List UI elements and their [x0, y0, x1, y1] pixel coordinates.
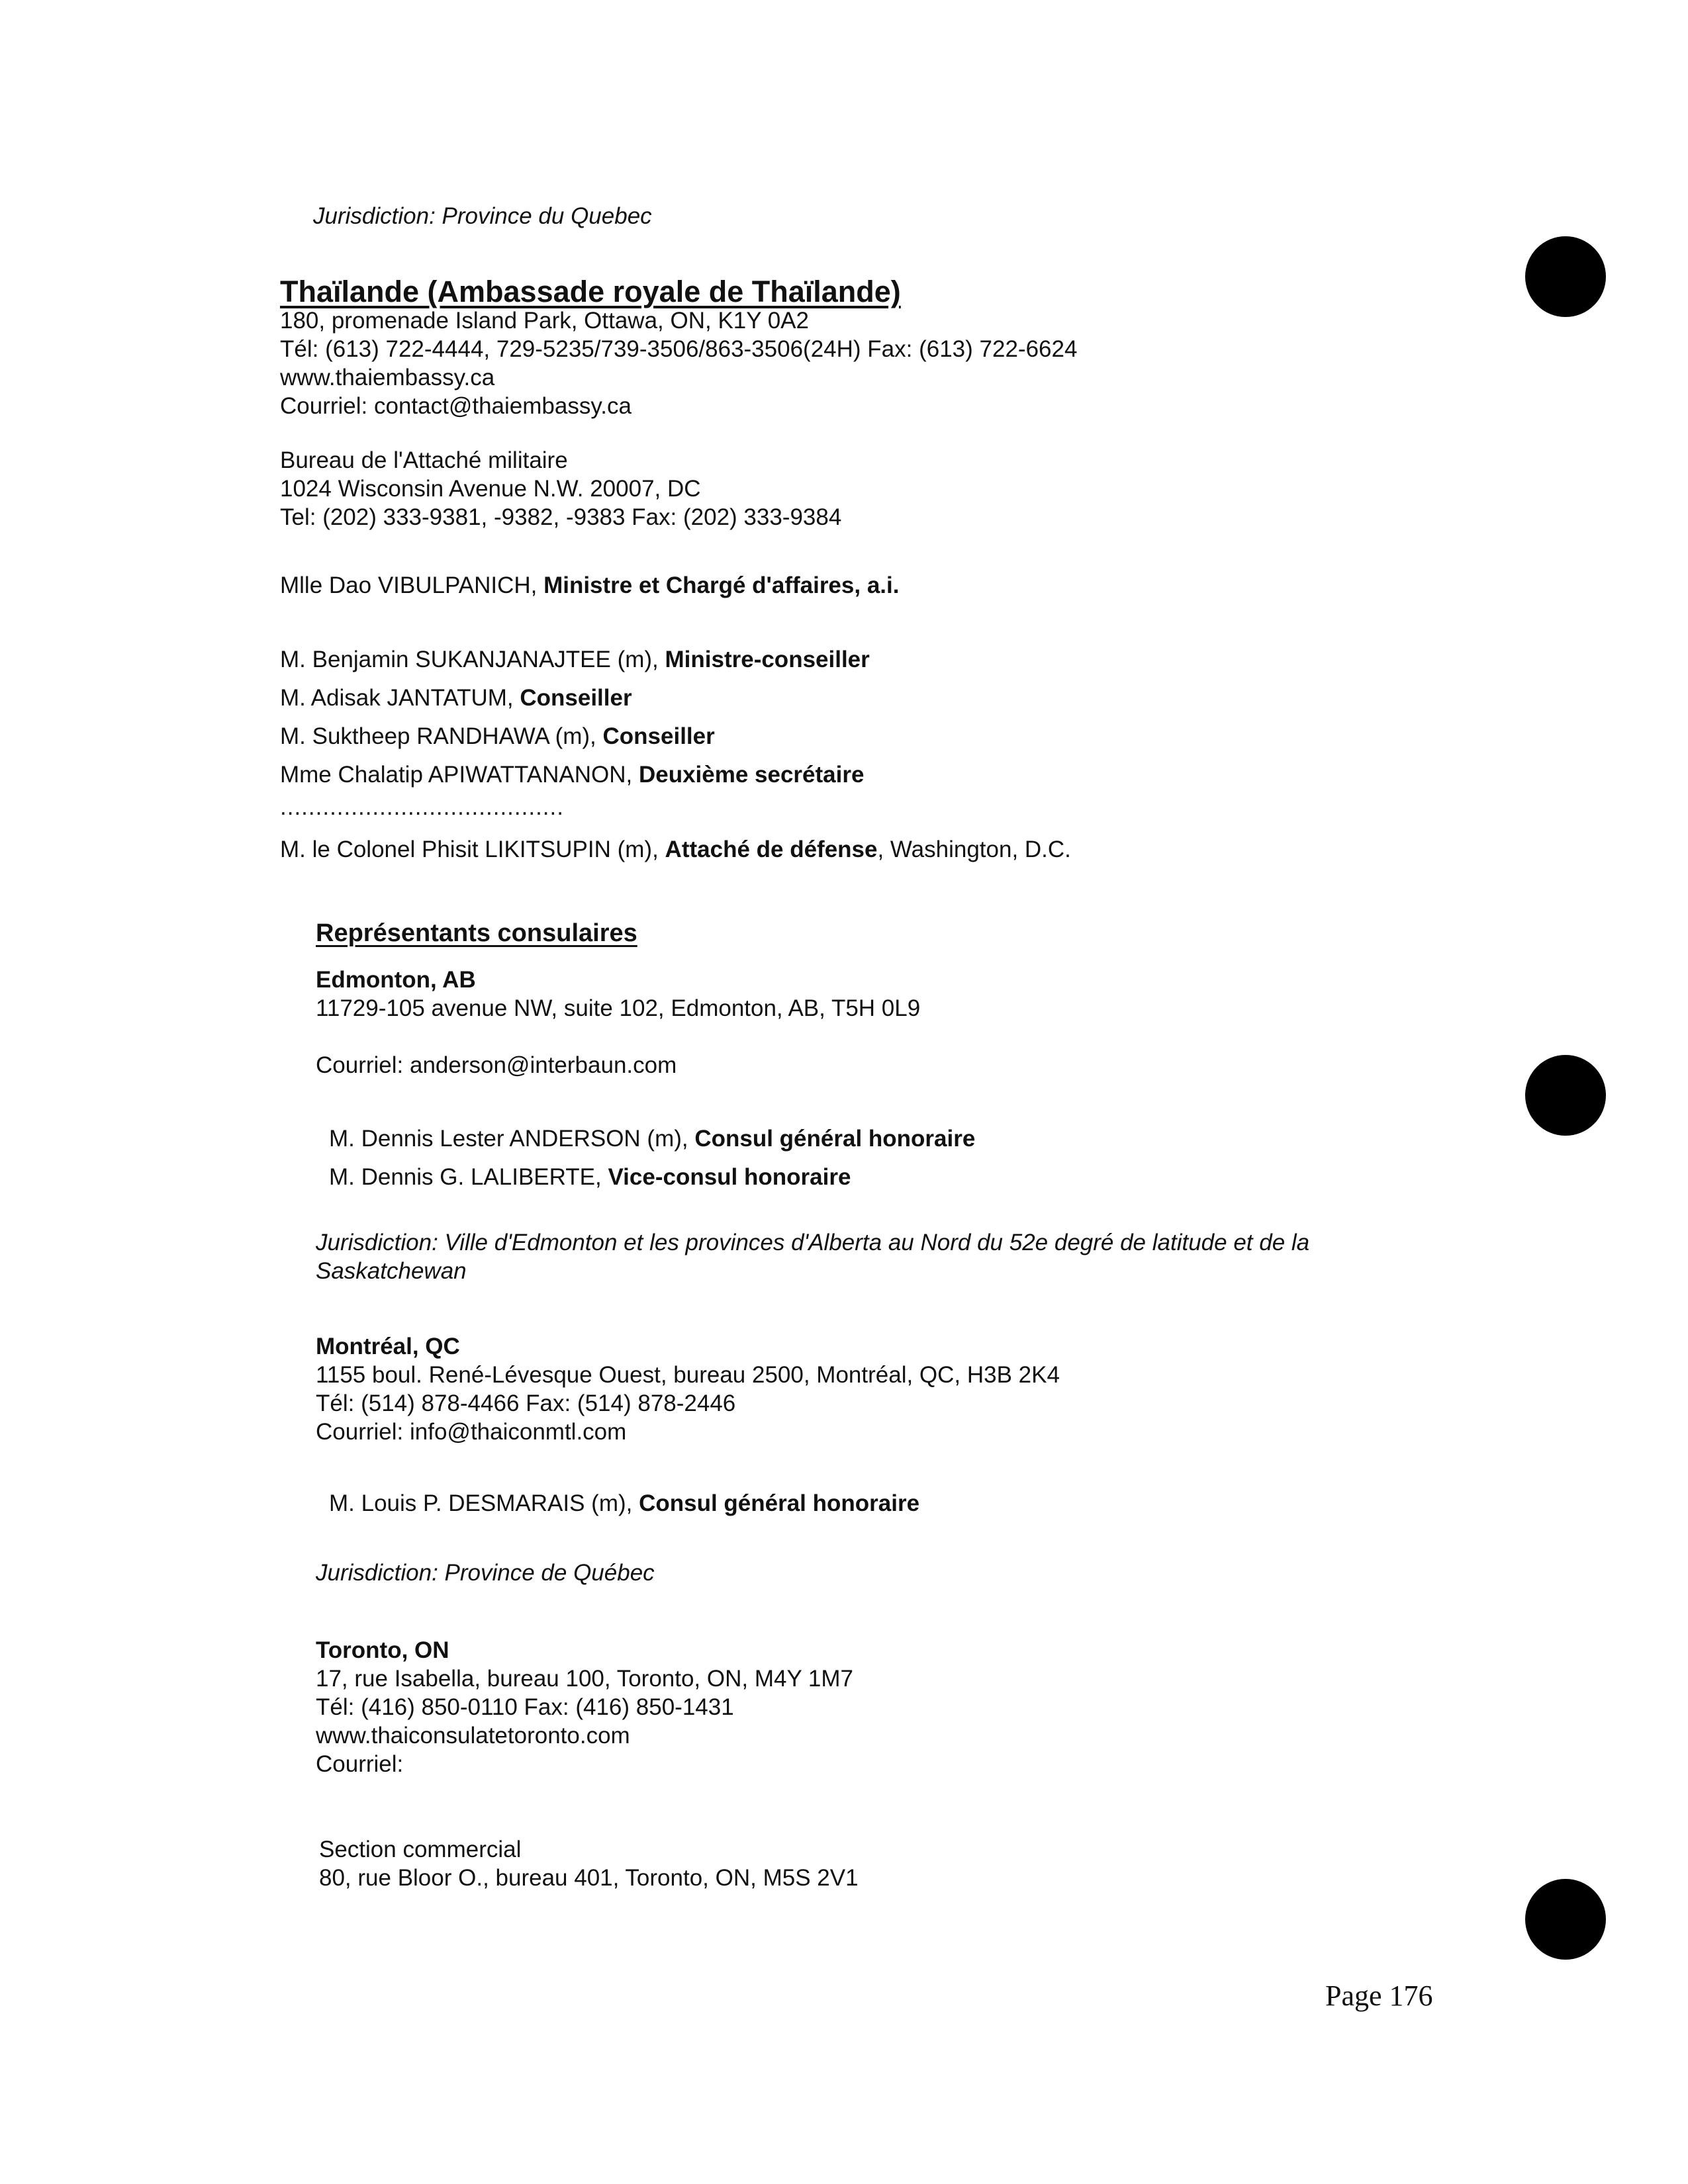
embassy-address: 180, promenade Island Park, Ottawa, ON, K1Y 0A2	[280, 308, 809, 334]
binder-hole-bottom	[1525, 1879, 1606, 1960]
toronto-address: 17, rue Isabella, bureau 100, Toronto, ON, M4Y 1M7	[316, 1666, 853, 1692]
staff-row	[280, 645, 870, 674]
embassy-title: Thaïlande (Ambassade royale de Thaïlande)	[280, 275, 901, 308]
official-title: Consul général honoraire	[694, 1126, 976, 1152]
page-number: Page 176	[1325, 1979, 1433, 2012]
edmonton-address: 11729-105 avenue NW, suite 102, Edmonton, AB, T5H 0L9	[316, 995, 921, 1021]
montreal-official	[329, 1489, 919, 1518]
edmonton-official	[329, 1124, 975, 1153]
edmonton-block	[316, 966, 920, 1023]
commercial-block	[319, 1835, 859, 1892]
commercial-address: 80, rue Bloor O., bureau 401, Toronto, ON, M5S 2V1	[319, 1865, 859, 1891]
embassy-details	[280, 306, 1077, 420]
consular-heading: Représentants consulaires	[316, 919, 637, 947]
binder-hole-middle	[1525, 1055, 1606, 1136]
montreal-jurisdiction: Jurisdiction: Province de Québec	[316, 1560, 655, 1586]
attache-name: M. le Colonel Phisit LIKITSUPIN (m),	[280, 837, 665, 862]
edmonton-jurisdiction-line: Saskatchewan	[316, 1258, 467, 1284]
edmonton-city: Edmonton, AB	[316, 967, 476, 993]
military-office-phone: Tel: (202) 333-9381, -9382, -9383 Fax: (202) 333-9384	[280, 504, 842, 530]
attache-location: , Washington, D.C.	[877, 837, 1071, 862]
head-of-mission	[280, 571, 899, 600]
montreal-email: Courriel: info@thaiconmtl.com	[316, 1419, 627, 1445]
military-office	[280, 446, 841, 531]
edmonton-jurisdiction	[316, 1228, 1309, 1285]
edmonton-email: Courriel: anderson@interbaun.com	[316, 1052, 677, 1078]
binder-hole-top	[1525, 236, 1606, 317]
toronto-email: Courriel:	[316, 1751, 404, 1777]
official-title: Consul général honoraire	[639, 1490, 920, 1516]
defense-attache	[280, 835, 1071, 864]
embassy-phone: Tél: (613) 722-4444, 729-5235/739-3506/863-3506(24H) Fax: (613) 722-6624	[280, 336, 1078, 362]
head-title: Ministre et Chargé d'affaires, a.i.	[543, 572, 900, 598]
montreal-phone: Tél: (514) 878-4466 Fax: (514) 878-2446	[316, 1390, 736, 1416]
top-jurisdiction: Jurisdiction: Province du Quebec	[313, 203, 652, 229]
official-name: M. Dennis Lester ANDERSON (m),	[329, 1126, 695, 1152]
dotted-separator: ........................................	[280, 794, 564, 820]
head-name: Mlle Dao VIBULPANICH,	[280, 572, 544, 598]
commercial-name: Section commercial	[319, 1837, 522, 1862]
embassy-website: www.thaiembassy.ca	[280, 365, 495, 390]
staff-title: Ministre-conseiller	[665, 647, 870, 672]
staff-row	[280, 722, 715, 751]
official-title: Vice-consul honoraire	[608, 1164, 851, 1190]
edmonton-jurisdiction-line: Jurisdiction: Ville d'Edmonton et les provinces d'Alberta au Nord du 52e degré de latitude et de la	[316, 1230, 1310, 1255]
staff-name: Mme Chalatip APIWATTANANON,	[280, 762, 639, 788]
staff-name: M. Benjamin SUKANJANAJTEE (m),	[280, 647, 665, 672]
military-office-address: 1024 Wisconsin Avenue N.W. 20007, DC	[280, 476, 701, 502]
embassy-email: Courriel: contact@thaiembassy.ca	[280, 393, 632, 419]
official-name: M. Dennis G. LALIBERTE,	[329, 1164, 608, 1190]
attache-title: Attaché de défense	[665, 837, 878, 862]
montreal-address: 1155 boul. René-Lévesque Ouest, bureau 2500, Montréal, QC, H3B 2K4	[316, 1362, 1060, 1388]
staff-name: M. Adisak JANTATUM,	[280, 685, 520, 711]
edmonton-official	[329, 1163, 851, 1191]
montreal-city: Montréal, QC	[316, 1334, 460, 1359]
staff-row	[280, 684, 632, 712]
military-office-name: Bureau de l'Attaché militaire	[280, 447, 568, 473]
montreal-block	[316, 1332, 1060, 1446]
staff-title: Conseiller	[520, 685, 632, 711]
toronto-phone: Tél: (416) 850-0110 Fax: (416) 850-1431	[316, 1694, 734, 1720]
staff-row	[280, 760, 864, 789]
toronto-website: www.thaiconsulatetoronto.com	[316, 1723, 630, 1749]
official-name: M. Louis P. DESMARAIS (m),	[329, 1490, 639, 1516]
staff-name: M. Suktheep RANDHAWA (m),	[280, 723, 603, 749]
staff-title: Conseiller	[602, 723, 715, 749]
toronto-block	[316, 1636, 853, 1778]
toronto-city: Toronto, ON	[316, 1637, 449, 1663]
staff-title: Deuxième secrétaire	[638, 762, 865, 788]
